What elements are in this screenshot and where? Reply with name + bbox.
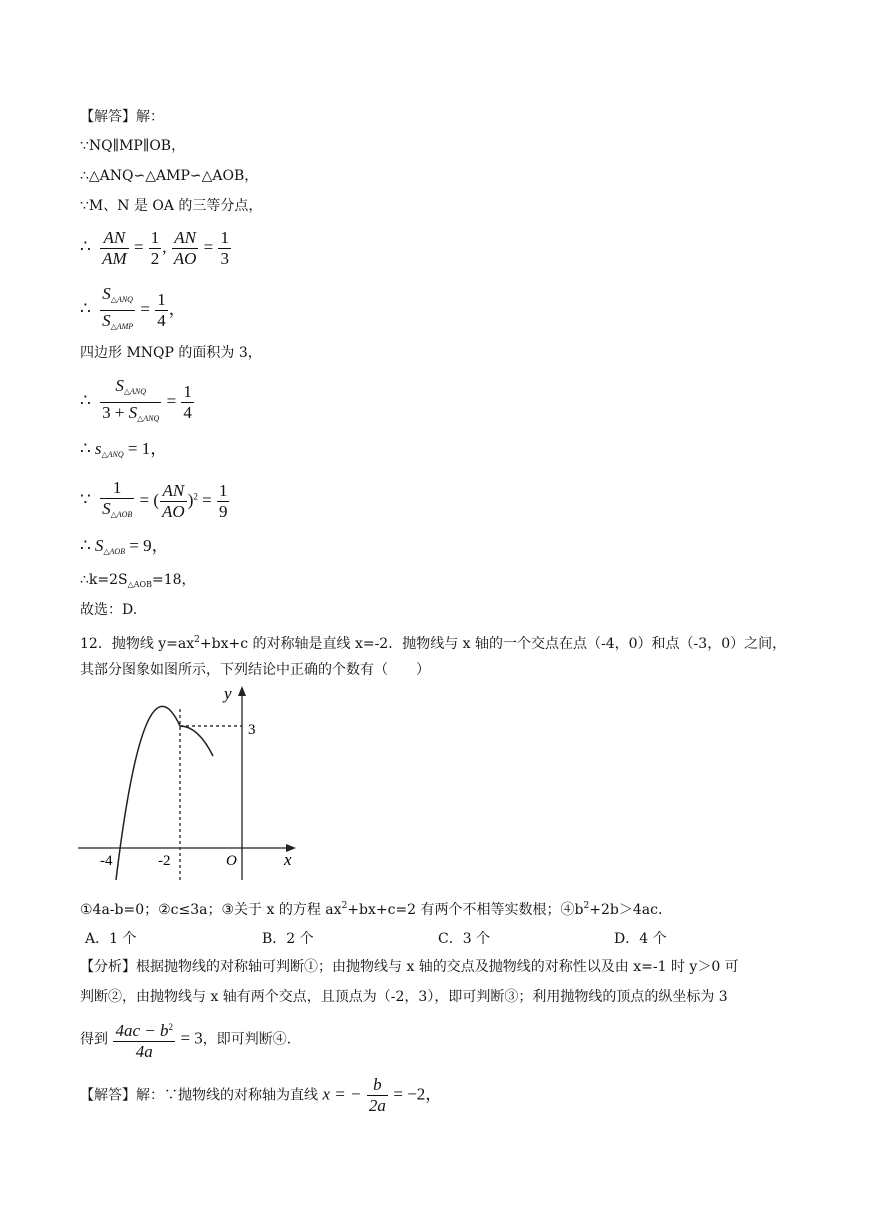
solution-line-similar: ∴△ANQ∽△AMP∽△AOB， <box>80 168 259 184</box>
y-axis-label: y <box>224 684 232 703</box>
tick-label-x-minus2: -2 <box>158 853 171 869</box>
tick-label-x-minus4: -4 <box>100 853 113 869</box>
solution-header: 【解答】解： <box>80 109 164 125</box>
conclusions-line: ①4a-b=0；②c≤3a；③关于 x 的方程 $ax^2+bx+c=2$ 有两个不相等实数根；$④b^2+2b>4ac$． <box>80 901 672 918</box>
analysis-line-2: 判断②，由抛物线与 x 轴有两个交点，且顶点为（-2，3），即可判断③；利用抛物线的顶点的纵坐标为 3 <box>80 989 728 1005</box>
option-d: D．4 个 <box>614 931 667 947</box>
quad-area-line: 四边形 MNQP 的面积为 3， <box>80 345 262 361</box>
area-ratio-equation: ∴ $\frac{S_{\triangle ANQ}}{S_{\triangle AMP}}$ = $\frac{1}{4}$ ， <box>80 284 186 331</box>
ratio-equation: ∴ $\frac{AN}{AM}$ = $\frac{1}{2}$ , $\frac{AN}{AO}$ = $\frac{1}{3}$ <box>80 228 229 268</box>
x-axis-label: x <box>284 850 292 869</box>
area-anq-value: ∴ $s_{\triangle ANQ} = 1$， <box>80 439 168 459</box>
area-aob-value: ∴ $S_{\triangle AOB} = 9$， <box>80 536 169 556</box>
origin-label: O <box>226 853 237 869</box>
option-b: B．2 个 <box>262 931 314 947</box>
k-value-line: $\therefore k=2S_{\triangle AOB}=18$， <box>80 572 196 589</box>
option-c: C．3 个 <box>438 931 491 947</box>
parabola-graph <box>76 684 306 884</box>
question-line-2: 其部分图象如图所示，下列结论中正确的个数有（ ） <box>80 662 430 678</box>
choice-line: 故选：D. <box>80 602 138 618</box>
option-a: A．1 个 <box>85 931 137 947</box>
analysis-line-3: 得到 $\frac{4ac - b^2}{4a}$ = 3，即可判断④． <box>80 1017 301 1062</box>
solution-line-parallel: ∵NQ∥MP∥OB， <box>80 138 186 154</box>
area-sum-equation: ∴ $\frac{S_{\triangle ANQ}}{3 + S_{\triangle ANQ}}$ = $\frac{1}{4}$ <box>80 376 192 423</box>
solution2-line: 【解答】解：∵抛物线的对称轴为直线 x = − $\frac{b}{2a}$ = −2， <box>80 1075 443 1115</box>
area-aob-equation: ∵ $\frac{1}{S_{\triangle AOB}}$ = ( $\frac{AN}{AO}$ )$^2$ = $\frac{1}{9}$ <box>80 478 228 521</box>
solution-line-trisect: ∵M、N 是 OA 的三等分点， <box>80 198 263 214</box>
analysis-line-1: 【分析】根据抛物线的对称轴可判断①；由抛物线与 x 轴的交点及抛物线的对称性以及由 x=-1 时 y＞0 可 <box>80 959 739 975</box>
tick-label-y-3: 3 <box>248 722 256 738</box>
question-line-1: 12．抛物线 $y=ax^2+bx+c$ 的对称轴是直线 x=-2．抛物线与 x 轴的一个交点在点（-4，0）和点（-3，0）之间， <box>80 635 787 652</box>
y-axis-arrow-icon <box>238 686 246 696</box>
